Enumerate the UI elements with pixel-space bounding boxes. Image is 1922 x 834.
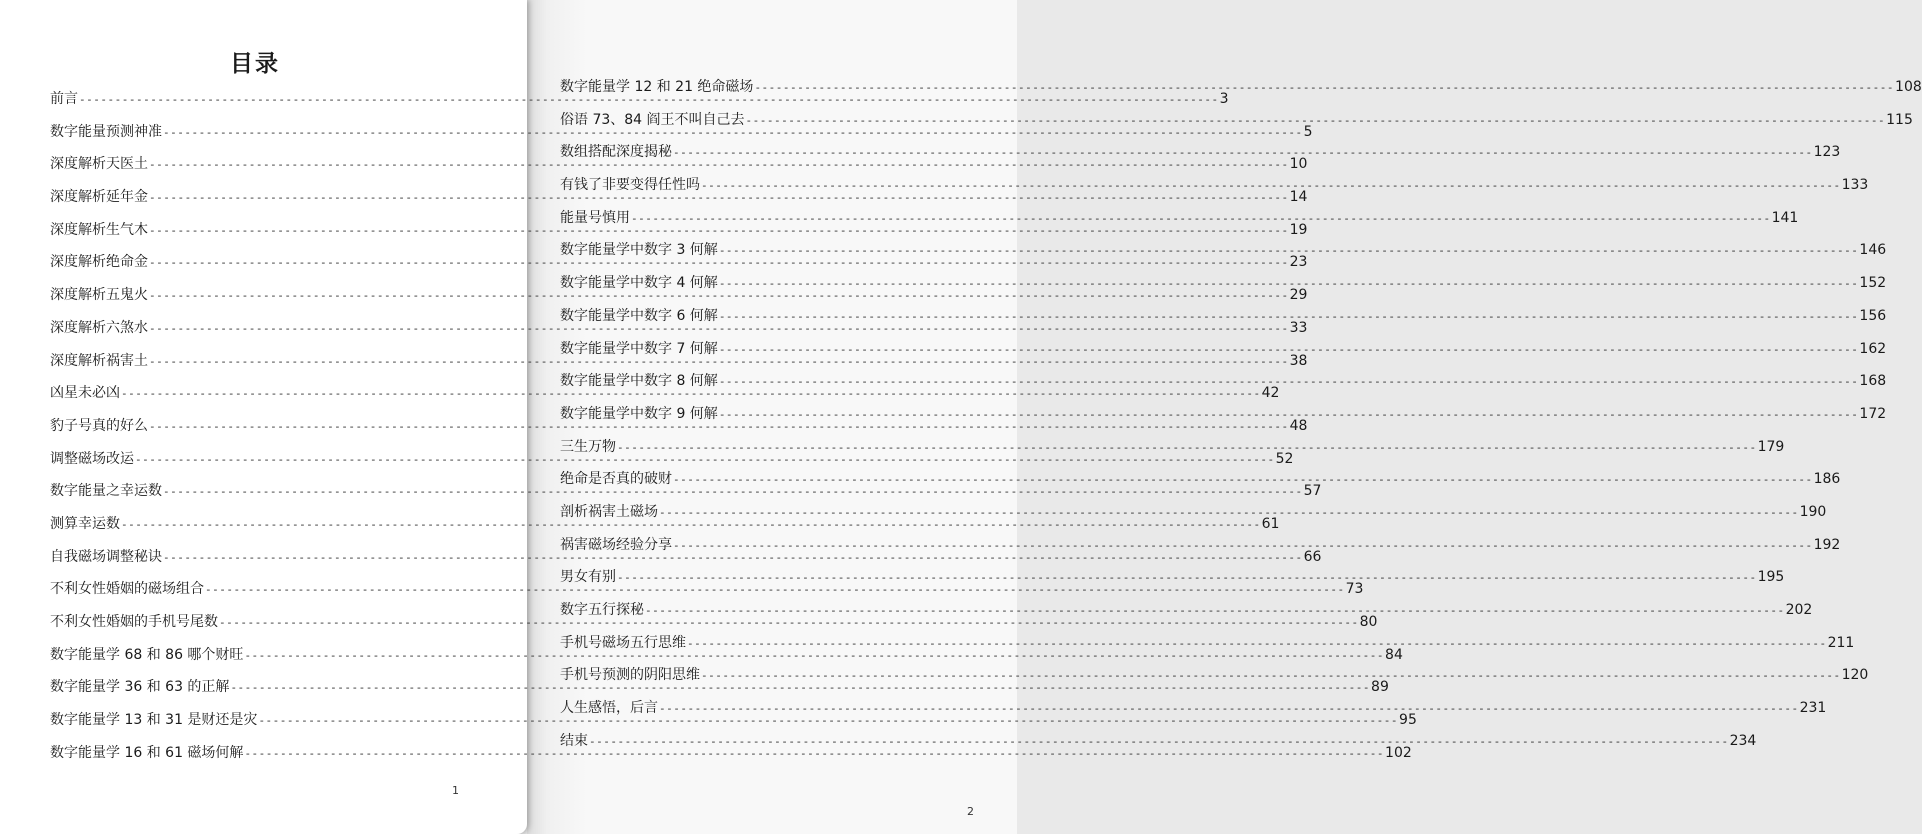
toc-entry-title: 数字能量学中数字 3 何解 [560, 242, 718, 259]
toc-entry-title: 数字能量学中数字 8 何解 [560, 373, 718, 390]
toc-dot-leader: ---------------------------------------------------------------------------------------------------------------------------------------------------------------- [149, 321, 1289, 335]
toc-dot-leader: ---------------------------------------------------------------------------------------------------------------------------------------------------------------- [149, 191, 1289, 205]
toc-dot-leader: ---------------------------------------------------------------------------------------------------------------------------------------------------------------- [149, 419, 1289, 433]
toc-dot-leader: ---------------------------------------------------------------------------------------------------------------------------------------------------------------- [258, 714, 1399, 728]
toc-entry-page: 115 [1886, 111, 1913, 128]
toc-entry-page: 10 [1289, 156, 1308, 173]
toc-dot-leader: ---------------------------------------------------------------------------------------------------------------------------------------------------------------- [745, 113, 1886, 127]
toc-dot-leader: ---------------------------------------------------------------------------------------------------------------------------------------------------------------- [617, 571, 1757, 585]
toc-entry-title: 数字能量学 36 和 63 的正解 [50, 679, 230, 696]
toc-entry-title: 自我磁场调整秘诀 [50, 548, 162, 565]
toc-entry-page: 95 [1399, 712, 1417, 729]
toc-dot-leader: ---------------------------------------------------------------------------------------------------------------------------------------------------------------- [244, 746, 1385, 760]
toc-entry-title: 绝命是否真的破财 [560, 471, 672, 488]
toc-entry-title: 深度解析六煞水 [50, 319, 148, 336]
toc-dot-leader: ---------------------------------------------------------------------------------------------------------------------------------------------------------------- [673, 473, 1813, 487]
toc-dot-leader: ---------------------------------------------------------------------------------------------------------------------------------------------------------------- [163, 125, 1303, 139]
toc-entry-page: 133 [1841, 177, 1869, 194]
toc-dot-leader: ---------------------------------------------------------------------------------------------------------------------------------------------------------------- [230, 681, 1371, 695]
toc-dot-leader: ---------------------------------------------------------------------------------------------------------------------------------------------------------------- [163, 485, 1303, 499]
toc-title: 目录 [230, 51, 280, 77]
toc-entry-title: 能量号慎用 [560, 209, 630, 226]
toc-entry-title: 数字能量学 16 和 61 磁场何解 [50, 744, 244, 761]
toc-entry-title: 深度解析五鬼火 [50, 287, 148, 304]
toc-entry-title: 三生万物 [560, 438, 616, 455]
toc-entry-page: 89 [1371, 679, 1389, 696]
toc-dot-leader: ---------------------------------------------------------------------------------------------------------------------------------------------------------------- [701, 179, 1841, 193]
toc-entry-page: 23 [1289, 254, 1308, 271]
toc-dot-leader: ---------------------------------------------------------------------------------------------------------------------------------------------------------------- [673, 538, 1813, 552]
toc-entry-title: 剖析祸害土磁场 [560, 503, 658, 520]
toc-entry-page: 52 [1275, 450, 1294, 467]
toc-dot-leader: ---------------------------------------------------------------------------------------------------------------------------------------------------------------- [659, 702, 1799, 716]
toc-entry-page: 192 [1813, 536, 1841, 553]
toc-entry-title: 数字能量之幸运数 [50, 483, 162, 500]
toc-entry-title: 手机号预测的阴阳思维 [560, 667, 700, 684]
toc-entry-page: 73 [1345, 581, 1364, 598]
toc-dot-leader: ---------------------------------------------------------------------------------------------------------------------------------------------------------------- [754, 81, 1895, 94]
toc-entry-page: 5 [1303, 123, 1313, 140]
toc-entry-title: 男女有别 [560, 569, 616, 586]
toc-dot-leader: ---------------------------------------------------------------------------------------------------------------------------------------------------------------- [718, 375, 1859, 389]
toc-dot-leader: ---------------------------------------------------------------------------------------------------------------------------------------------------------------- [701, 669, 1841, 683]
toc-entry-page: 195 [1757, 569, 1785, 586]
toc-dot-leader: ---------------------------------------------------------------------------------------------------------------------------------------------------------------- [687, 636, 1827, 650]
toc-entry [50, 742, 1412, 775]
toc-entry-page: 152 [1859, 275, 1887, 292]
toc-entry-page: 123 [1813, 144, 1841, 161]
toc-entry-page: 57 [1303, 483, 1322, 500]
toc-dot-leader: ---------------------------------------------------------------------------------------------------------------------------------------------------------------- [135, 452, 1275, 466]
toc-dot-leader: ---------------------------------------------------------------------------------------------------------------------------------------------------------------- [718, 244, 1859, 258]
toc-entry-title: 数字能量学中数字 6 何解 [560, 307, 718, 324]
toc-entry-page: 146 [1859, 242, 1887, 259]
toc-dot-leader: ---------------------------------------------------------------------------------------------------------------------------------------------------------------- [718, 277, 1859, 291]
toc-entry-title: 手机号磁场五行思维 [560, 634, 686, 651]
toc-dot-leader: ---------------------------------------------------------------------------------------------------------------------------------------------------------------- [645, 604, 1785, 617]
toc-entry-page: 141 [1771, 209, 1799, 226]
toc-entry-page: 102 [1385, 744, 1412, 761]
toc-dot-leader: ---------------------------------------------------------------------------------------------------------------------------------------------------------------- [163, 550, 1303, 564]
toc-entry-title: 人生感悟，后言 [560, 700, 658, 717]
toc-entry-title: 数字能量学 12 和 21 绝命磁场 [560, 79, 754, 95]
toc-entry-page: 162 [1859, 340, 1887, 357]
toc-dot-leader: ---------------------------------------------------------------------------------------------------------------------------------------------------------------- [121, 387, 1261, 401]
toc-entry-title: 有钱了非要变得任性吗 [560, 177, 700, 194]
toc-entry-page: 231 [1799, 700, 1827, 717]
toc-entry-page: 84 [1385, 646, 1403, 663]
toc-dot-leader: ---------------------------------------------------------------------------------------------------------------------------------------------------------------- [659, 505, 1799, 519]
toc-entry-title: 不利女性婚姻的手机号尾数 [50, 614, 218, 630]
toc-entry-title: 数字五行探秘 [560, 602, 644, 618]
toc-dot-leader: ---------------------------------------------------------------------------------------------------------------------------------------------------------------- [149, 223, 1289, 237]
toc-dot-leader: ---------------------------------------------------------------------------------------------------------------------------------------------------------------- [589, 734, 1729, 748]
toc-dot-leader: ---------------------------------------------------------------------------------------------------------------------------------------------------------------- [631, 211, 1771, 225]
toc-entry-title: 数字能量学 68 和 86 哪个财旺 [50, 646, 244, 663]
toc-dot-leader: ---------------------------------------------------------------------------------------------------------------------------------------------------------------- [149, 354, 1289, 368]
toc-entry-title: 测算幸运数 [50, 515, 120, 532]
toc-entry-page: 108 [1895, 79, 1922, 95]
toc-entry-title: 深度解析绝命金 [50, 254, 148, 271]
toc-entry-title: 数字能量学中数字 7 何解 [560, 340, 718, 357]
toc-entry-title: 豹子号真的好么 [50, 417, 148, 434]
toc-entry-title: 数字能量学中数字 4 何解 [560, 275, 718, 292]
toc-entry-title: 数字能量学 13 和 31 是财还是灾 [50, 712, 258, 729]
toc-entry-title: 深度解析生气木 [50, 221, 148, 238]
toc-dot-leader: ---------------------------------------------------------------------------------------------------------------------------------------------------------------- [617, 440, 1757, 454]
toc-entry-title: 调整磁场改运 [50, 450, 134, 467]
toc-entry-title: 深度解析祸害土 [50, 352, 148, 369]
page-number-right: 2 [967, 805, 974, 818]
toc-entry-page: 19 [1289, 221, 1308, 238]
toc-entry-page: 61 [1261, 515, 1280, 532]
toc-dot-leader: ---------------------------------------------------------------------------------------------------------------------------------------------------------------- [205, 583, 1345, 597]
toc-entry-title: 结束 [560, 732, 588, 749]
toc-dot-leader: ---------------------------------------------------------------------------------------------------------------------------------------------------------------- [149, 256, 1289, 270]
toc-entry-page: 38 [1289, 352, 1308, 369]
toc-entry-title: 数字能量预测神准 [50, 123, 162, 140]
toc-entry-page: 202 [1785, 602, 1813, 618]
page-number-left: 1 [452, 784, 459, 797]
toc-entry-title: 数组搭配深度揭秘 [560, 144, 672, 161]
toc-dot-leader: ---------------------------------------------------------------------------------------------------------------------------------------------------------------- [149, 289, 1289, 303]
toc-entry-page: 48 [1289, 417, 1308, 434]
toc-dot-leader: ---------------------------------------------------------------------------------------------------------------------------------------------------------------- [718, 309, 1859, 323]
toc-dot-leader: ---------------------------------------------------------------------------------------------------------------------------------------------------------------- [149, 158, 1289, 172]
toc-dot-leader: ---------------------------------------------------------------------------------------------------------------------------------------------------------------- [718, 407, 1859, 421]
toc-dot-leader: ---------------------------------------------------------------------------------------------------------------------------------------------------------------- [673, 146, 1813, 160]
toc-entry-page: 66 [1303, 548, 1322, 565]
toc-dot-leader: ---------------------------------------------------------------------------------------------------------------------------------------------------------------- [244, 648, 1385, 662]
toc-entry-page: 156 [1859, 307, 1887, 324]
toc-entry-title: 前言 [50, 91, 78, 107]
toc-entry-title: 不利女性婚姻的磁场组合 [50, 581, 204, 598]
toc-entry-page: 120 [1841, 667, 1869, 684]
toc-entry-page: 211 [1827, 634, 1855, 651]
toc-entry-title: 俗语 73、84 阎王不叫自己去 [560, 111, 745, 128]
toc-entry-page: 172 [1859, 405, 1887, 422]
toc-entry-page: 186 [1813, 471, 1841, 488]
toc-entry-page: 14 [1289, 189, 1308, 206]
toc-dot-leader: ---------------------------------------------------------------------------------------------------------------------------------------------------------------- [79, 93, 1219, 106]
toc-entry-page: 3 [1219, 91, 1229, 107]
toc-entry-page: 33 [1289, 319, 1308, 336]
toc-entry-page: 80 [1359, 614, 1378, 630]
toc-dot-leader: ---------------------------------------------------------------------------------------------------------------------------------------------------------------- [121, 517, 1261, 531]
toc-entry-page: 42 [1261, 385, 1280, 402]
toc-entry-title: 深度解析天医土 [50, 156, 148, 173]
toc-entry-page: 234 [1729, 732, 1757, 749]
toc-entry-page: 29 [1289, 287, 1308, 304]
toc-entry-page: 179 [1757, 438, 1785, 455]
toc-dot-leader: ---------------------------------------------------------------------------------------------------------------------------------------------------------------- [219, 616, 1359, 629]
toc-entry-title: 凶星未必凶 [50, 385, 120, 402]
toc-entry-title: 深度解析延年金 [50, 189, 148, 206]
toc-dot-leader: ---------------------------------------------------------------------------------------------------------------------------------------------------------------- [718, 342, 1859, 356]
toc-entry-page: 190 [1799, 503, 1827, 520]
toc-entry-title: 祸害磁场经验分享 [560, 536, 672, 553]
toc-entry-title: 数字能量学中数字 9 何解 [560, 405, 718, 422]
toc-entry-page: 168 [1859, 373, 1887, 390]
